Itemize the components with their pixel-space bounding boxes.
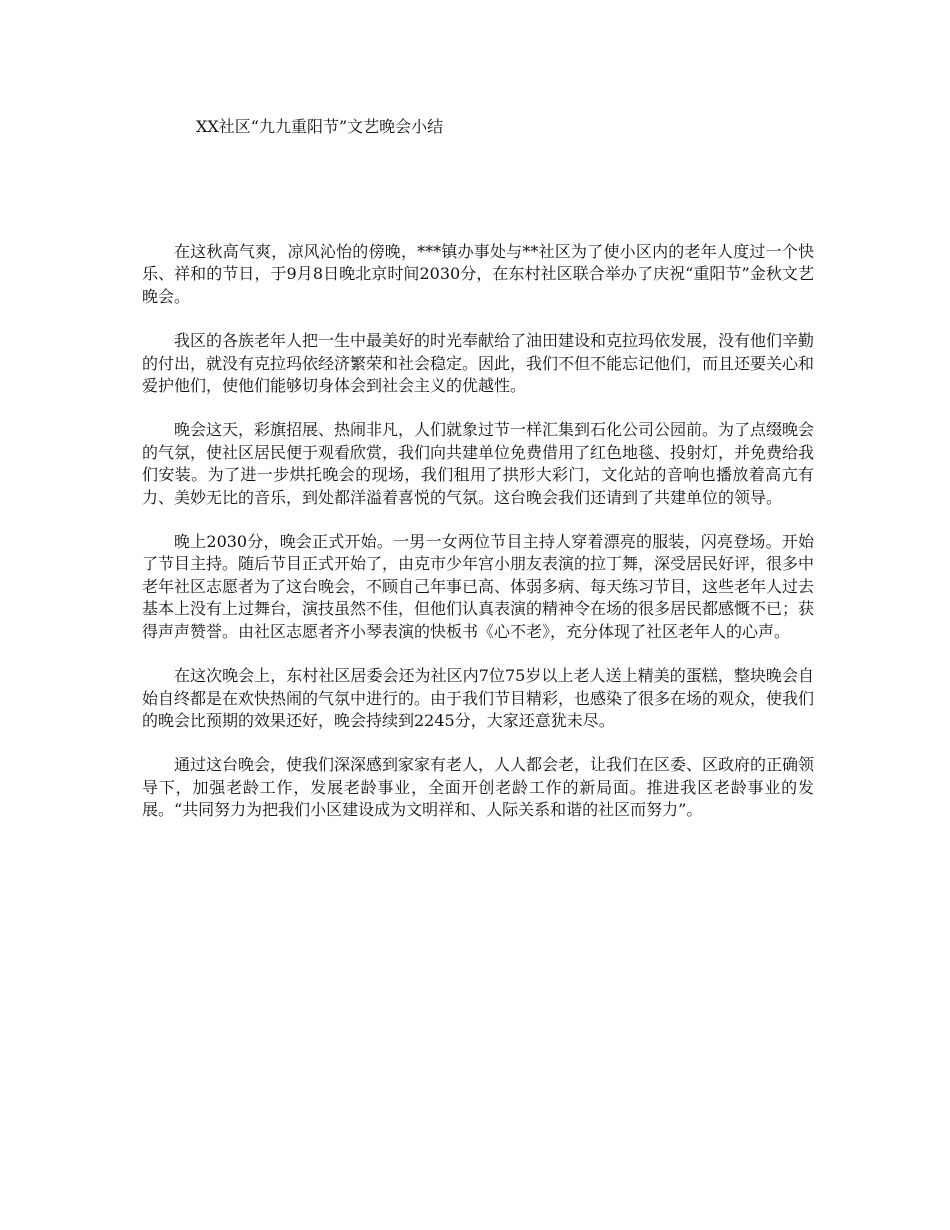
paragraph-1: 在这秋高气爽，凉风沁怡的傍晚，***镇办事处与**社区为了使小区内的老年人度过一个快乐、祥和的节日，于9月8日晚北京时间2030分，在东村社区联合举办了庆祝“重阳节”金秋文艺晚会。: [142, 242, 814, 306]
paragraph-5: 在这次晚会上，东村社区居委会还为社区内7位75岁以上老人送上精美的蛋糕，整块晚会自始自终都是在欢快热闹的气氛中进行的。由于我们节目精彩，也感染了很多在场的观众，使我们的晚会比预期的效果还好，晚会持续到2245分，大家还意犹未尽。: [142, 666, 815, 730]
paragraph-4: 晚上2030分，晚会正式开始。一男一女两位节目主持人穿着漂亮的服装，闪亮登场。开始了节目主持。随后节目正式开始了，由克市少年宫小朋友表演的拉丁舞，深受居民好评，很多中老年社区志愿者为了这台晚会，不顾自己年事已高、体弱多病、每天练习节目，这些老年人过去基本上没有上过舞台，演技虽然不佳，但他们认真表演的精神令在场的很多居民都感慨不已；获得声声赞誉。由社区志愿者齐小琴表演的快板书《心不老》，充分体现了社区老年人的心声。: [142, 532, 815, 641]
paragraph-6: 通过这台晚会，使我们深深感到家家有老人，人人都会老，让我们在区委、区政府的正确领导下，加强老龄工作，发展老龄事业，全面开创老龄工作的新局面。推进我区老龄事业的发展。“共同努力为把我们小区建设成为文明祥和、人际关系和谐的社区而努力”。: [142, 755, 815, 820]
document-body: [142, 241, 814, 844]
paragraph-3: 晚会这天，彩旗招展、热闹非凡，人们就象过节一样汇集到石化公司公园前。为了点缀晚会的气氛，使社区居民便于观看欣赏，我们向共建单位免费借用了红色地毯、投射灯，并免费给我们安装。为了进一步烘托晚会的现场，我们租用了拱形大彩门，文化站的音响也播放着高亢有力、美妙无比的音乐，到处都洋溢着喜悦的气氛。这台晚会我们还请到了共建单位的领导。: [142, 420, 815, 507]
paragraph-2: 我区的各族老年人把一生中最美好的时光奉献给了油田建设和克拉玛依发展，没有他们辛勤的付出，就没有克拉玛依经济繁荣和社会稳定。因此，我们不但不能忘记他们，而且还要关心和爱护他们，使他们能够切身体会到社会主义的优越性。: [142, 331, 815, 396]
document-title: XX社区“九九重阳节”文艺晚会小结: [196, 117, 444, 136]
